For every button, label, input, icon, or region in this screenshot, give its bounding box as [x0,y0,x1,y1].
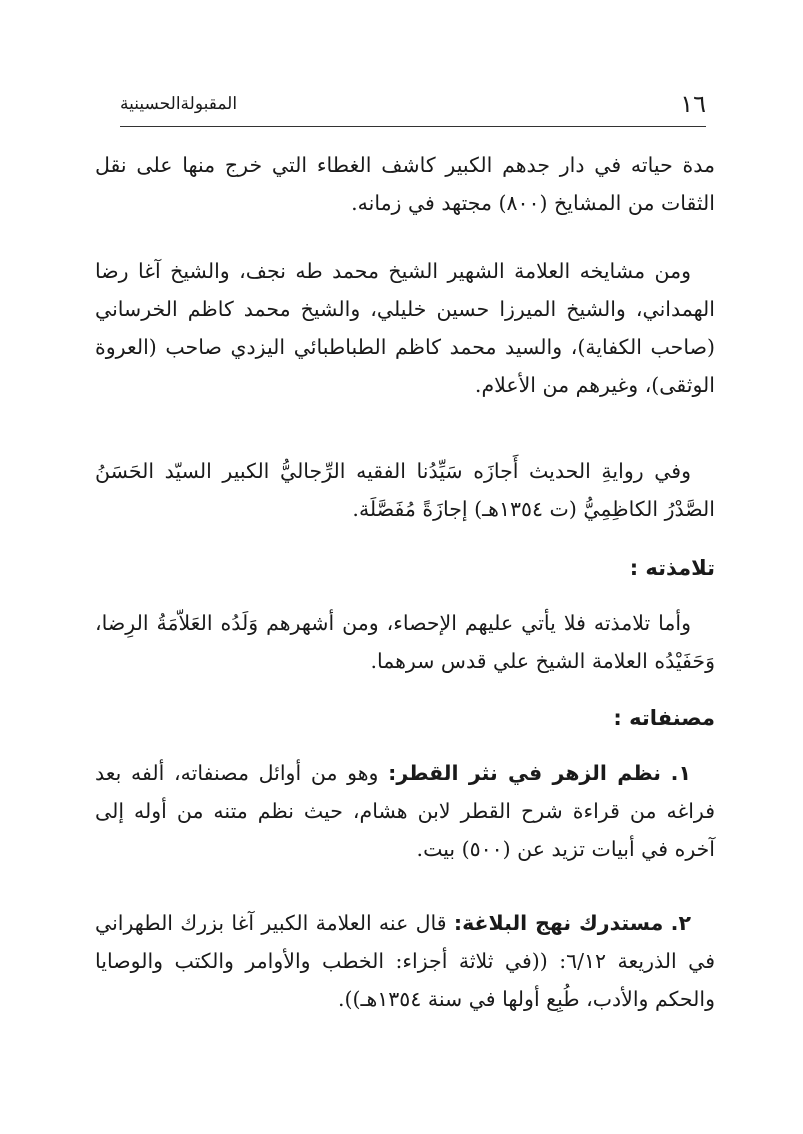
works-list-item [95,904,715,1018]
works-item-title: نظم الزهر في نثر القطر: [388,761,661,785]
paragraph-teachers: ومن مشايخه العلامة الشهير الشيخ محمد طه نجف، والشيخ آغا رضا الهمداني، والشيخ الميرزا حسين خليلي، والشيخ محمد كاظم الخرساني (صاحب الكفاية)، والسيد محمد كاظم الطباطبائي اليزدي صاحب (العروة الوثقى)، وغيرهم من الأعلام. [95,259,715,397]
works-item-text: وهو من أوائل مصنفاته، ألفه بعد فراغه من قراءة شرح القطر لابن هشام، حيث نظم متنه من أوله إلى آخره في أبيات تزيد عن (٥٠٠) بيت. [95,761,715,861]
running-header [120,86,706,127]
paragraph-continuation: مدة حياته في دار جدهم الكبير كاشف الغطاء التي خرج منها على نقل الثقات من المشايخ (٨٠٠) مجتهد في زمانه. [95,153,715,215]
works-item-number: ٢. [670,911,691,935]
section-heading-students: تلامذته : [629,556,715,580]
section-heading-works: مصنفاته : [613,706,715,730]
works-item-text: قال عنه العلامة الكبير آغا بزرك الطهراني في الذريعة ٦/١٢: ((في ثلاثة أجزاء: الخطب والأوامر والكتب والوصايا والحكم والأدب، طُبِع أولها في سنة ١٣٥٤هـ)). [95,911,715,1011]
works-list-item [95,754,715,868]
works-item-title: مستدرك نهج البلاغة: [453,911,664,935]
paragraph-students: وأما تلامذته فلا يأتي عليهم الإحصاء، ومن أشهرهم وَلَدُه العَلاّمَةُ الرِضا، وَحَفَيْدُه العلامة الشيخ علي قدس سرهما. [95,611,715,673]
paragraph-hadith-license: وفي روايةِ الحديث أَجازَه سَيِّدُنا الفقيه الرِّجاليُّ الكبير السيّد الحَسَنُ الصَّدْرُ الكاظِمِيُّ (ت ١٣٥٤هـ) إجازَةً مُفَصَّلَة. [95,459,715,521]
works-item-number: ١. [670,761,691,785]
page-number: ١٦ [680,90,706,118]
book-title: المقبولةالحسينية [120,94,238,114]
